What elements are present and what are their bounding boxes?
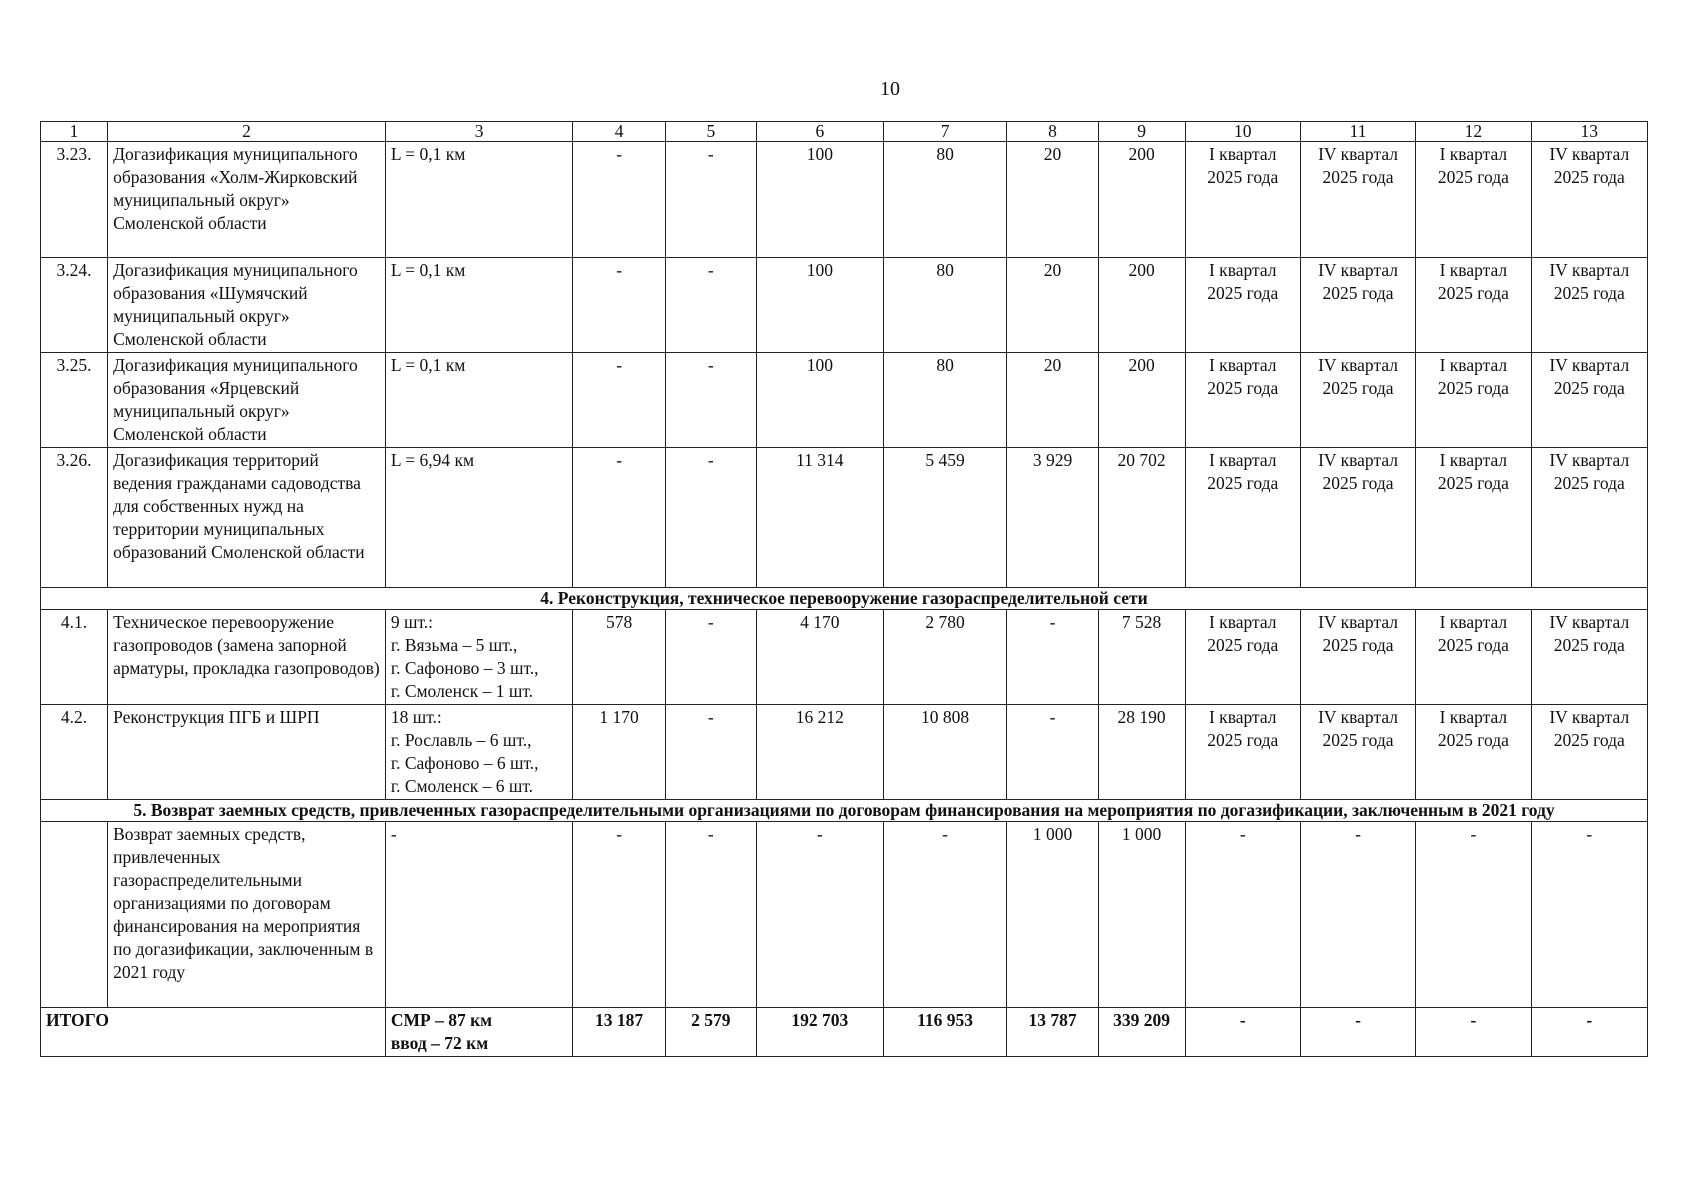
total-c8: 13 787 bbox=[1007, 1008, 1098, 1057]
cell-c6: 100 bbox=[756, 258, 883, 353]
total-param bbox=[385, 1008, 573, 1057]
total-c9: 339 209 bbox=[1098, 1008, 1185, 1057]
cell-c12: I квартал 2025 года bbox=[1416, 142, 1531, 258]
cell-c10: I квартал 2025 года bbox=[1185, 353, 1300, 448]
row-name: Реконструкция ПГБ и ШРП bbox=[108, 705, 386, 800]
cell-c4: - bbox=[573, 448, 665, 588]
cell-c11: IV квартал 2025 года bbox=[1300, 448, 1415, 588]
col-header: 3 bbox=[385, 122, 573, 142]
table-row bbox=[41, 448, 1648, 588]
row-number: 3.23. bbox=[41, 142, 108, 258]
total-c10: - bbox=[1185, 1008, 1300, 1057]
cell-c13: IV квартал 2025 года bbox=[1531, 258, 1648, 353]
table-row bbox=[41, 822, 1648, 1008]
table-row bbox=[41, 705, 1648, 800]
param-line: г. Сафоново – 6 шт., bbox=[390, 753, 539, 773]
cell-c11: IV квартал 2025 года bbox=[1300, 142, 1415, 258]
param-line: г. Вязьма – 5 шт., bbox=[390, 635, 518, 655]
cell-c10: I квартал 2025 года bbox=[1185, 610, 1300, 705]
cell-c5: - bbox=[665, 353, 756, 448]
cell-c12: I квартал 2025 года bbox=[1416, 353, 1531, 448]
cell-c4: - bbox=[573, 142, 665, 258]
cell-c5: - bbox=[665, 258, 756, 353]
row-param: L = 0,1 км bbox=[385, 353, 573, 448]
cell-c13: IV квартал 2025 года bbox=[1531, 353, 1648, 448]
row-number: 3.24. bbox=[41, 258, 108, 353]
cell-c10: I квартал 2025 года bbox=[1185, 142, 1300, 258]
cell-c9: 7 528 bbox=[1098, 610, 1185, 705]
col-header: 4 bbox=[573, 122, 665, 142]
cell-c10: - bbox=[1185, 822, 1300, 1008]
cell-c9: 200 bbox=[1098, 258, 1185, 353]
cell-c6: 4 170 bbox=[756, 610, 883, 705]
param-line: г. Смоленск – 6 шт. bbox=[390, 776, 534, 796]
cell-c10: I квартал 2025 года bbox=[1185, 705, 1300, 800]
total-c6: 192 703 bbox=[756, 1008, 883, 1057]
cell-c8: 1 000 bbox=[1007, 822, 1098, 1008]
row-number: 3.25. bbox=[41, 353, 108, 448]
col-header: 13 bbox=[1531, 122, 1648, 142]
col-header: 10 bbox=[1185, 122, 1300, 142]
cell-c9: 28 190 bbox=[1098, 705, 1185, 800]
param-line: г. Сафоново – 3 шт., bbox=[390, 658, 539, 678]
cell-c7: 80 bbox=[883, 353, 1007, 448]
row-number: 4.2. bbox=[41, 705, 108, 800]
cell-c11: IV квартал 2025 года bbox=[1300, 705, 1415, 800]
row-param bbox=[385, 705, 573, 800]
col-header: 7 bbox=[883, 122, 1007, 142]
param-line: ввод – 72 км bbox=[390, 1033, 489, 1053]
cell-c5: - bbox=[665, 705, 756, 800]
row-param bbox=[385, 610, 573, 705]
cell-c4: - bbox=[573, 822, 665, 1008]
cell-c10: I квартал 2025 года bbox=[1185, 258, 1300, 353]
measures-table bbox=[40, 121, 1648, 1057]
table-row bbox=[41, 610, 1648, 705]
total-c13: - bbox=[1531, 1008, 1648, 1057]
cell-c12: - bbox=[1416, 822, 1531, 1008]
row-param: L = 6,94 км bbox=[385, 448, 573, 588]
total-c5: 2 579 bbox=[665, 1008, 756, 1057]
total-label: ИТОГО bbox=[41, 1008, 386, 1057]
cell-c9: 200 bbox=[1098, 353, 1185, 448]
col-header: 5 bbox=[665, 122, 756, 142]
total-c12: - bbox=[1416, 1008, 1531, 1057]
cell-c4: - bbox=[573, 258, 665, 353]
cell-c12: I квартал 2025 года bbox=[1416, 610, 1531, 705]
row-name: Возврат заемных средств, привлеченных газораспределительными организациями по договорам финансирования на мероприятия по догазификации, заключенным в 2021 году bbox=[108, 822, 386, 1008]
row-name: Догазификация территорий ведения гражданами садоводства для собственных нужд на территории муниципальных образований Смоленской области bbox=[108, 448, 386, 588]
cell-c11: IV квартал 2025 года bbox=[1300, 353, 1415, 448]
param-line: г. Рославль – 6 шт., bbox=[390, 730, 532, 750]
row-name: Догазификация муниципального образования «Ярцевский муниципальный округ» Смоленской области bbox=[108, 353, 386, 448]
total-c4: 13 187 bbox=[573, 1008, 665, 1057]
row-param: - bbox=[385, 822, 573, 1008]
total-c7: 116 953 bbox=[883, 1008, 1007, 1057]
cell-c4: 1 170 bbox=[573, 705, 665, 800]
cell-c4: 578 bbox=[573, 610, 665, 705]
param-line: 18 шт.: bbox=[390, 707, 442, 727]
cell-c8: 20 bbox=[1007, 353, 1098, 448]
row-name: Техническое перевооружение газопроводов (замена запорной арматуры, прокладка газопроводов) bbox=[108, 610, 386, 705]
cell-c6: 16 212 bbox=[756, 705, 883, 800]
table-row bbox=[41, 353, 1648, 448]
cell-c7: 80 bbox=[883, 142, 1007, 258]
cell-c4: - bbox=[573, 353, 665, 448]
col-header: 1 bbox=[41, 122, 108, 142]
param-line: 9 шт.: bbox=[390, 612, 434, 632]
cell-c11: - bbox=[1300, 822, 1415, 1008]
col-header: 8 bbox=[1007, 122, 1098, 142]
col-header: 2 bbox=[108, 122, 386, 142]
section-4-title: 4. Реконструкция, техническое перевооружение газораспределительной сети bbox=[41, 588, 1648, 610]
cell-c8: - bbox=[1007, 705, 1098, 800]
cell-c7: 2 780 bbox=[883, 610, 1007, 705]
cell-c5: - bbox=[665, 610, 756, 705]
cell-c9: 1 000 bbox=[1098, 822, 1185, 1008]
col-header: 12 bbox=[1416, 122, 1531, 142]
cell-c13: IV квартал 2025 года bbox=[1531, 610, 1648, 705]
param-line: г. Смоленск – 1 шт. bbox=[390, 681, 534, 701]
cell-c9: 200 bbox=[1098, 142, 1185, 258]
row-number bbox=[41, 822, 108, 1008]
cell-c6: 100 bbox=[756, 353, 883, 448]
cell-c7: 80 bbox=[883, 258, 1007, 353]
section-heading-row bbox=[41, 588, 1648, 610]
cell-c13: IV квартал 2025 года bbox=[1531, 705, 1648, 800]
cell-c7: 5 459 bbox=[883, 448, 1007, 588]
cell-c5: - bbox=[665, 142, 756, 258]
cell-c12: I квартал 2025 года bbox=[1416, 705, 1531, 800]
total-row bbox=[41, 1008, 1648, 1057]
cell-c9: 20 702 bbox=[1098, 448, 1185, 588]
cell-c5: - bbox=[665, 822, 756, 1008]
cell-c10: I квартал 2025 года bbox=[1185, 448, 1300, 588]
cell-c13: IV квартал 2025 года bbox=[1531, 142, 1648, 258]
row-param: L = 0,1 км bbox=[385, 258, 573, 353]
section-heading-row bbox=[41, 800, 1648, 822]
cell-c6: - bbox=[756, 822, 883, 1008]
row-name: Догазификация муниципального образования «Шумячский муниципальный округ» Смоленской области bbox=[108, 258, 386, 353]
column-number-row bbox=[41, 122, 1648, 142]
cell-c7: 10 808 bbox=[883, 705, 1007, 800]
cell-c13: IV квартал 2025 года bbox=[1531, 448, 1648, 588]
cell-c8: 3 929 bbox=[1007, 448, 1098, 588]
cell-c11: IV квартал 2025 года bbox=[1300, 610, 1415, 705]
cell-c7: - bbox=[883, 822, 1007, 1008]
total-c11: - bbox=[1300, 1008, 1415, 1057]
cell-c12: I квартал 2025 года bbox=[1416, 258, 1531, 353]
page-number: 10 bbox=[880, 78, 900, 100]
param-line: СМР – 87 км bbox=[390, 1010, 493, 1030]
row-param: L = 0,1 км bbox=[385, 142, 573, 258]
cell-c8: - bbox=[1007, 610, 1098, 705]
cell-c11: IV квартал 2025 года bbox=[1300, 258, 1415, 353]
col-header: 6 bbox=[756, 122, 883, 142]
cell-c12: I квартал 2025 года bbox=[1416, 448, 1531, 588]
cell-c8: 20 bbox=[1007, 258, 1098, 353]
col-header: 11 bbox=[1300, 122, 1415, 142]
cell-c8: 20 bbox=[1007, 142, 1098, 258]
cell-c5: - bbox=[665, 448, 756, 588]
cell-c6: 100 bbox=[756, 142, 883, 258]
cell-c6: 11 314 bbox=[756, 448, 883, 588]
table-row bbox=[41, 258, 1648, 353]
cell-c13: - bbox=[1531, 822, 1648, 1008]
table-row bbox=[41, 142, 1648, 258]
row-name: Догазификация муниципального образования «Холм-Жирковский муниципальный округ» Смоленской области bbox=[108, 142, 386, 258]
row-number: 4.1. bbox=[41, 610, 108, 705]
row-number: 3.26. bbox=[41, 448, 108, 588]
col-header: 9 bbox=[1098, 122, 1185, 142]
section-5-title: 5. Возврат заемных средств, привлеченных газораспределительными организациями по договорам финансирования на мероприятия по догазификации, заключенным в 2021 году bbox=[41, 800, 1648, 822]
